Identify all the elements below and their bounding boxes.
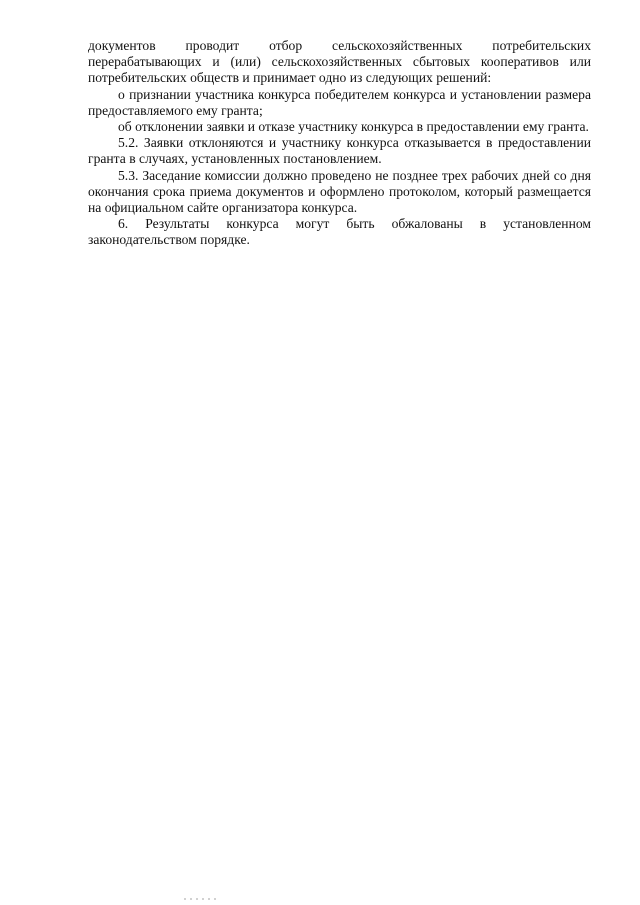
scan-artifact	[184, 898, 224, 902]
paragraph-5-3: 5.3. Заседание комиссии должно проведено не позднее трех рабочих дней со дня окончания срока приема документов и оформлено протоколом, который размещается на официальном сайте организатора конкурса.	[88, 167, 591, 216]
paragraph-6: 6. Результаты конкурса могут быть обжалованы в установленном законодательством порядке.	[88, 216, 591, 248]
paragraph-continuation: документов проводит отбор сельскохозяйственных потребительских перерабатывающих и (или) сельскохозяйственных сбытовых кооперативов или потребительских обществ и принимает одно из следующих решений:	[88, 38, 591, 86]
paragraph-5-2: 5.2. Заявки отклоняются и участнику конкурса отказывается в предоставлении гранта в случаях, установленных постановлением.	[88, 135, 591, 167]
paragraph-decision-winner: о признании участника конкурса победителем конкурса и установлении размера предоставляемого ему гранта;	[88, 86, 591, 118]
paragraph-decision-reject: об отклонении заявки и отказе участнику конкурса в предоставлении ему гранта.	[118, 119, 589, 135]
document-body	[88, 38, 591, 249]
